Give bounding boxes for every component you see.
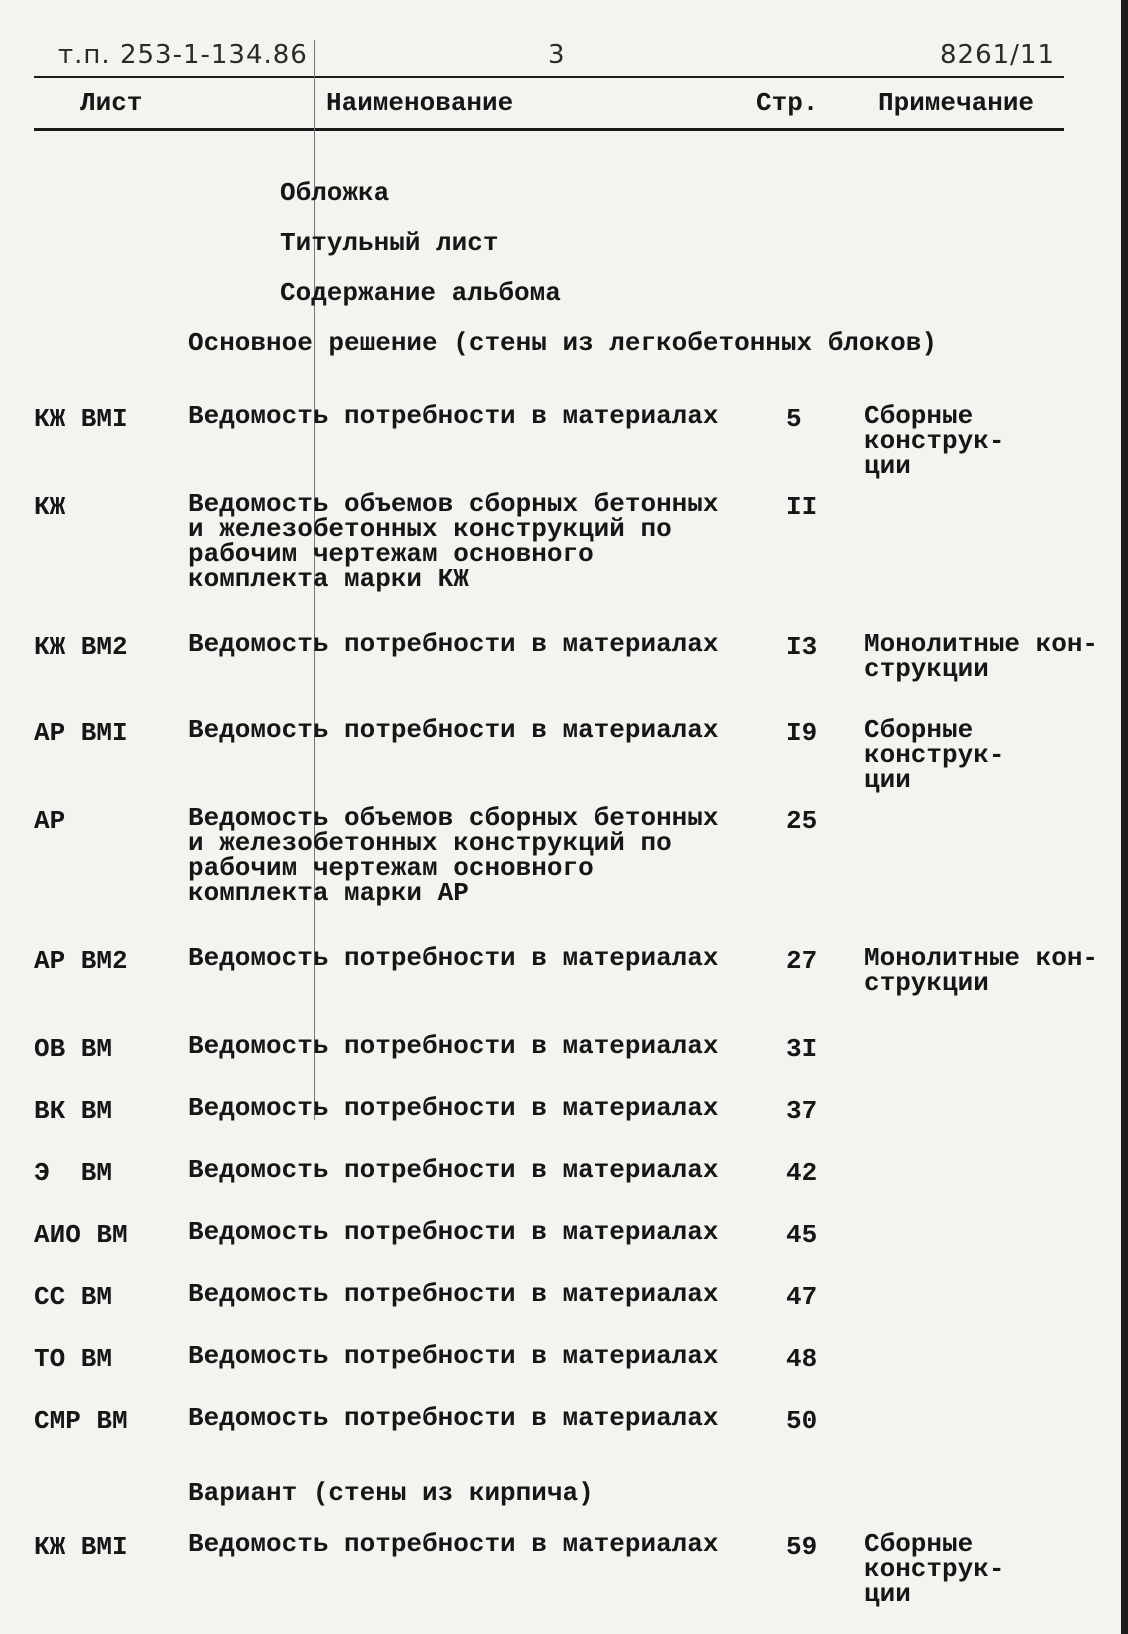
row-name: Ведомость потребности в материалах [188, 401, 719, 431]
row-name: Ведомость потребности в материалах [188, 1031, 719, 1061]
intro-contents: Содержание альбома [280, 278, 561, 308]
row-name: Ведомость потребности в материалах [188, 715, 719, 745]
row-page: 50 [786, 1406, 818, 1436]
row-page: 47 [786, 1282, 818, 1312]
row-code: АР ВМI [34, 718, 128, 748]
row-code: АИО ВМ [34, 1220, 128, 1250]
row-page: 25 [786, 806, 818, 836]
row-page: 59 [786, 1532, 818, 1562]
row-name: Ведомость потребности в материалах [188, 1155, 719, 1185]
row-page: 37 [786, 1096, 818, 1126]
col-sheet-header: Лист [80, 88, 143, 118]
row-page: 3I [786, 1034, 818, 1064]
page-number: 3 [548, 40, 566, 70]
row-name: Ведомость потребности в материалах [188, 629, 719, 659]
row-name: Ведомость потребности в материалах [188, 943, 719, 973]
row-note: Сборные конструк- ции [864, 1529, 1005, 1609]
row-note: Монолитные кон- струкции [864, 629, 1099, 684]
section-main-heading: Основное решение (стены из легкобетонных блоков) [188, 328, 937, 358]
row-code: ТО ВМ [34, 1344, 113, 1374]
row-page: I9 [786, 718, 818, 748]
row-code: АР ВМ2 [34, 946, 128, 976]
row-code: Э ВМ [34, 1158, 113, 1188]
row-page: 5 [786, 404, 802, 434]
section-variant-heading: Вариант (стены из кирпича) [188, 1478, 594, 1508]
doc-number: т.п. 253-1-134.86 [58, 40, 308, 70]
col-page-header: Стр. [756, 88, 819, 118]
row-code: КЖ ВМ2 [34, 632, 128, 662]
col-note-header: Примечание [878, 88, 1035, 118]
row-code: КЖ ВМI [34, 1532, 128, 1562]
intro-title-sheet: Титульный лист [280, 228, 499, 258]
row-code: СС ВМ [34, 1282, 113, 1312]
row-code: КЖ [34, 492, 66, 522]
row-page: 27 [786, 946, 818, 976]
row-name: Ведомость потребности в материалах [188, 1279, 719, 1309]
intro-cover: Обложка [280, 178, 390, 208]
row-code: ВК ВМ [34, 1096, 113, 1126]
header-top-rule [34, 76, 1064, 78]
row-name: Ведомость потребности в материалах [188, 1529, 719, 1559]
row-code: ОВ ВМ [34, 1034, 113, 1064]
row-name: Ведомость потребности в материалах [188, 1403, 719, 1433]
row-page: I3 [786, 632, 818, 662]
row-name: Ведомость потребности в материалах [188, 1093, 719, 1123]
row-page: 45 [786, 1220, 818, 1250]
row-code: КЖ ВМI [34, 404, 128, 434]
row-name: Ведомость объемов сборных бетонных и железобетонных конструкций по рабочим чертежам основного комплекта марки КЖ [188, 489, 719, 594]
row-note: Монолитные кон- струкции [864, 943, 1099, 998]
archive-number: 8261/11 [940, 40, 1056, 70]
row-page: 48 [786, 1344, 818, 1374]
header-bottom-rule [34, 128, 1064, 131]
row-note: Сборные конструк- ции [864, 715, 1005, 795]
row-note: Сборные конструк- ции [864, 401, 1005, 481]
row-name: Ведомость объемов сборных бетонных и железобетонных конструкций по рабочим чертежам основного комплекта марки АР [188, 803, 719, 908]
row-code: АР [34, 806, 66, 836]
row-name: Ведомость потребности в материалах [188, 1217, 719, 1247]
col-name-header: Наименование [326, 88, 514, 118]
row-code: СМР ВМ [34, 1406, 128, 1436]
row-page: 42 [786, 1158, 818, 1188]
scan-edge [1121, 0, 1128, 1634]
row-name: Ведомость потребности в материалах [188, 1341, 719, 1371]
row-page: II [786, 492, 818, 522]
